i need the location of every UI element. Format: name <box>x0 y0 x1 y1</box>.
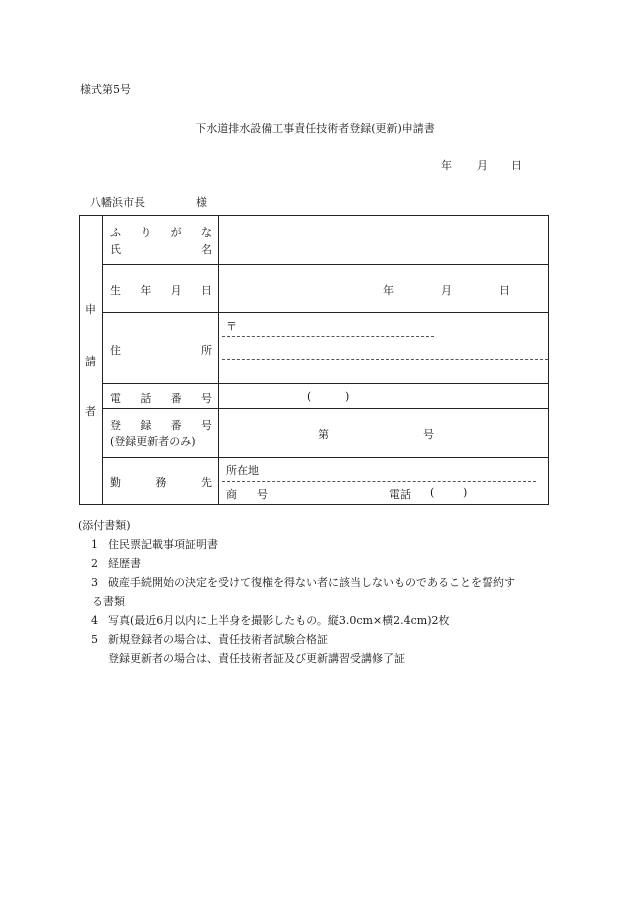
workplace-dashed-line <box>222 481 536 482</box>
address-label: 住 所 <box>110 344 212 357</box>
postal-mark: 〒 <box>226 320 237 333</box>
attachment-item: 2 経歴書 <box>91 557 141 570</box>
date-day-label: 日 <box>511 159 522 172</box>
form-number: 様式第5号 <box>80 83 131 96</box>
registration-suffix: 号 <box>423 428 434 441</box>
document-title: 下水道排水設備工事責任技術者登録(更新)申請書 <box>195 122 435 135</box>
applicant-side-label: 申 <box>85 303 96 316</box>
table-divider-label <box>218 216 219 504</box>
registration-prefix: 第 <box>318 428 329 441</box>
workplace-phone-open: ( <box>430 486 435 499</box>
row-divider <box>102 457 548 458</box>
workplace-phone-close: ) <box>463 486 468 499</box>
row-divider <box>102 312 548 313</box>
birthdate-label: 生 年 月 日 <box>110 284 212 297</box>
attachments-heading: (添付書類) <box>78 519 131 532</box>
attachment-item: る書類 <box>92 595 125 608</box>
addressee-name: 八幡浜市長 <box>90 196 145 209</box>
attachment-item: 1 住民票記載事項証明書 <box>91 538 218 551</box>
row-divider <box>102 408 548 409</box>
birth-year-label: 年 <box>383 284 394 297</box>
birth-month-label: 月 <box>441 284 452 297</box>
applicant-side-label: 請 <box>85 355 96 368</box>
date-year-label: 年 <box>441 159 452 172</box>
registration-label: 登 録 番 号 <box>110 419 212 432</box>
attachment-item: 5 新規登録者の場合は、責任技術者試験合格証 <box>91 633 328 646</box>
attachment-item: 登録更新者の場合は、責任技術者証及び更新講習受講修了証 <box>108 652 405 665</box>
table-divider-side <box>102 216 103 504</box>
date-month-label: 月 <box>477 159 488 172</box>
birth-day-label: 日 <box>499 284 510 297</box>
phone-label: 電 話 番 号 <box>110 392 212 405</box>
address-dashed-line <box>222 359 548 360</box>
row-divider <box>102 264 548 265</box>
attachment-item: 4 写真(最近6月以内に上半身を撮影したもの。縦3.0cm×横2.4cm)2枚 <box>91 614 450 627</box>
workplace-phone-label: 電話 <box>389 488 411 501</box>
row-divider <box>102 383 548 384</box>
application-table <box>79 215 549 505</box>
workplace-location-label: 所在地 <box>226 464 259 477</box>
phone-paren-open: ( <box>307 390 312 403</box>
addressee-suffix: 様 <box>196 196 207 209</box>
name-label: 氏 名 <box>110 243 212 256</box>
postal-dashed-line <box>222 336 434 337</box>
registration-note: (登録更新者のみ) <box>110 435 196 448</box>
workplace-label: 勤 務 先 <box>110 476 212 489</box>
attachment-item: 3 破産手続開始の決定を受けて復権を得ない者に該当しないものであることを誓約す <box>91 576 515 589</box>
applicant-side-label: 者 <box>85 405 96 418</box>
workplace-trade-name-label: 商 号 <box>226 488 268 501</box>
furigana-label: ふ り が な <box>110 226 212 239</box>
attachments-section <box>80 516 580 668</box>
phone-paren-close: ) <box>345 390 350 403</box>
